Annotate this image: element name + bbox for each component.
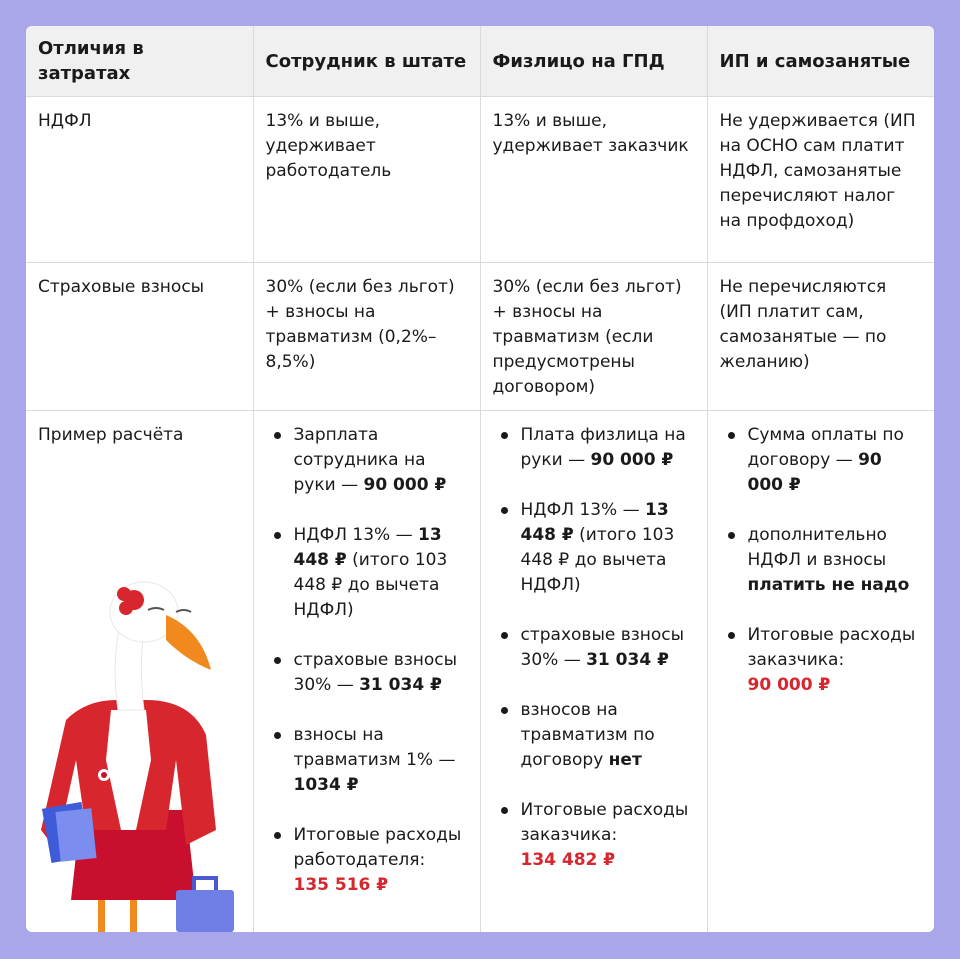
list-item xyxy=(748,623,923,698)
cell-insurance-employee: 30% (если без льгот) + взносы на травматизм (0,2%–8,5%) xyxy=(253,263,480,411)
item-text: страховые взносы 30% — xyxy=(520,625,685,670)
table-header-row xyxy=(26,26,934,97)
item-amount: 90 000 ₽ xyxy=(747,450,882,495)
header-employee: Сотрудник в штате xyxy=(253,26,480,97)
example-list xyxy=(266,423,468,898)
cell-example-ip xyxy=(707,411,934,933)
list-item xyxy=(294,823,468,898)
total-amount: 135 516 ₽ xyxy=(293,875,389,895)
goose-pin-center xyxy=(101,772,107,778)
goose-briefcase xyxy=(176,890,234,932)
cell-ndfl-gpd: 13% и выше, удерживает заказчик xyxy=(480,97,707,263)
item-text: взносов на травматизм по договору xyxy=(520,700,655,770)
row-label-example: Пример расчёта xyxy=(26,411,253,933)
item-amount: 31 034 ₽ xyxy=(586,650,669,670)
goose-beak xyxy=(166,615,211,670)
item-text: Итоговые расходы заказчика: xyxy=(520,800,689,845)
table-row xyxy=(26,263,934,411)
item-text: Плата физлица на руки — xyxy=(520,425,686,470)
list-item xyxy=(521,698,695,773)
list-item xyxy=(294,648,468,698)
example-list xyxy=(493,423,695,873)
total-amount: 90 000 ₽ xyxy=(747,675,831,695)
item-text: Итоговые расходы работодателя: xyxy=(293,825,462,870)
item-text: Сумма оплаты по договору — xyxy=(747,425,904,470)
list-item xyxy=(294,723,468,798)
cell-ndfl-ip: Не удерживается (ИП на ОСНО сам платит НДФЛ, самозанятые перечисляют налог на профдоход) xyxy=(707,97,934,263)
item-amount: 90 000 ₽ xyxy=(590,450,674,470)
header-ip-selfemployed: ИП и самозанятые xyxy=(707,26,934,97)
goose-briefcase-handle xyxy=(194,878,216,890)
item-note: (итого 103 448 ₽ до вычета НДФЛ) xyxy=(520,525,675,595)
cell-ndfl-employee: 13% и выше, удерживает работодатель xyxy=(253,97,480,263)
item-note: (итого 103 448 ₽ до вычета НДФЛ) xyxy=(293,550,448,620)
header-gpd: Физлицо на ГПД xyxy=(480,26,707,97)
table-row xyxy=(26,97,934,263)
item-amount: 1034 ₽ xyxy=(293,775,359,795)
item-amount: платить не надо xyxy=(747,575,910,595)
goose-flower-petal xyxy=(117,587,131,601)
item-text: Итоговые расходы заказчика: xyxy=(747,625,916,670)
list-item xyxy=(521,498,695,598)
list-item xyxy=(294,523,468,623)
goose-folder-back xyxy=(55,808,96,861)
header-differences: Отличия в затратах xyxy=(26,26,253,97)
item-amount: 13 448 ₽ xyxy=(520,500,669,545)
cell-example-employee xyxy=(253,411,480,933)
row-label-insurance: Страховые взносы xyxy=(26,263,253,411)
item-amount: 90 000 ₽ xyxy=(363,475,447,495)
list-item xyxy=(294,423,468,498)
goose-eye-right xyxy=(176,610,191,612)
cell-insurance-ip: Не перечисляются (ИП платит сам, самозанятые — по желанию) xyxy=(707,263,934,411)
list-item xyxy=(748,423,923,498)
item-text: НДФЛ 13% — xyxy=(520,500,645,520)
item-amount: 13 448 ₽ xyxy=(293,525,442,570)
goose-flower-petal xyxy=(119,601,133,615)
list-item xyxy=(521,623,695,673)
item-text: Зарплата сотрудника на руки — xyxy=(293,425,426,495)
cell-insurance-gpd: 30% (если без льгот) + взносы на травматизм (если предусмотрены договором) xyxy=(480,263,707,411)
goose-illustration xyxy=(26,560,236,932)
example-list xyxy=(720,423,923,698)
item-text: взносы на травматизм 1% — xyxy=(293,725,456,770)
item-text: страховые взносы 30% — xyxy=(293,650,458,695)
item-amount: 31 034 ₽ xyxy=(359,675,442,695)
row-label-ndfl: НДФЛ xyxy=(26,97,253,263)
item-text: дополнительно НДФЛ и взносы xyxy=(747,525,887,570)
list-item xyxy=(748,523,923,598)
total-amount: 134 482 ₽ xyxy=(520,850,616,870)
list-item xyxy=(521,798,695,873)
cell-example-gpd xyxy=(480,411,707,933)
list-item xyxy=(521,423,695,473)
item-text: НДФЛ 13% — xyxy=(293,525,418,545)
item-amount: нет xyxy=(608,750,642,770)
